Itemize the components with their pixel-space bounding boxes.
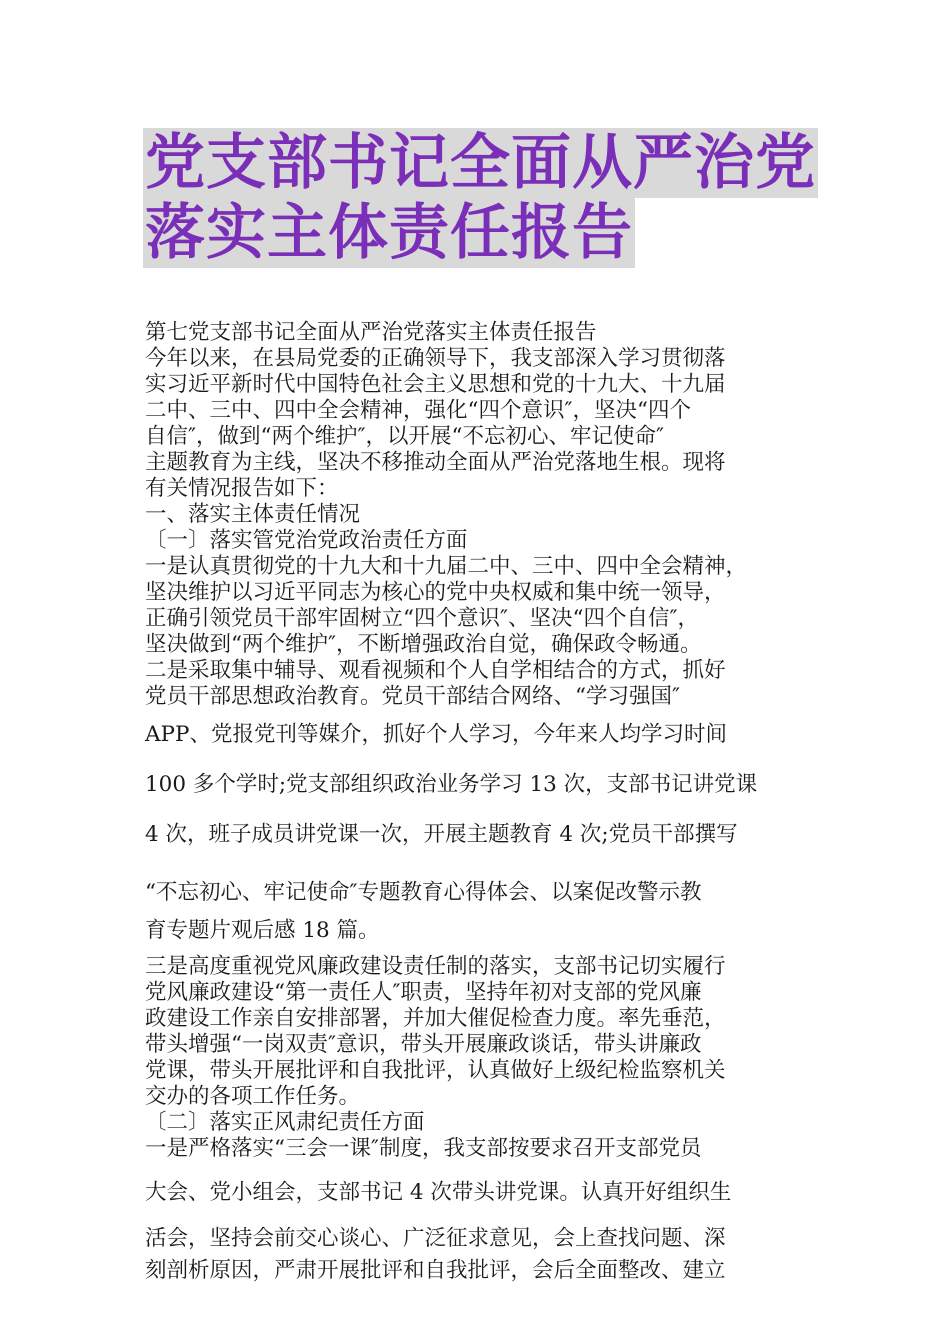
- paragraph-line: 有关情况报告如下：: [145, 476, 339, 501]
- title-line-2: 落实主体责任报告: [145, 198, 633, 268]
- paragraph-line: 坚决做到“两个维护″，不断增强政治自觉，确保政令畅通。: [145, 632, 702, 657]
- paragraph-line: 三是高度重视党风廉政建设责任制的落实，支部书记切实履行: [145, 954, 726, 979]
- subsection-heading: 〔二〕落实正风肃纪责任方面: [145, 1110, 425, 1135]
- paragraph-line: 二中、三中、四中全会精神，强化“四个意识″，坚决“四个: [145, 398, 692, 423]
- paragraph-line: 刻剖析原因，严肃开展批评和自我批评，会后全面整改、建立: [145, 1258, 726, 1283]
- paragraph-line: “不忘初心、牢记使命″专题教育心得体会、以案促改警示教: [145, 880, 702, 905]
- paragraph-line: APP、党报党刊等媒介，抓好个人学习，今年来人均学习时间: [145, 722, 727, 747]
- paragraph-line: 一是认真贯彻党的十九大和十九届二中、三中、四中全会精神，: [145, 554, 748, 579]
- paragraph-line: 带头增强“一岗双责″意识，带头开展廉政谈话，带头讲廉政: [145, 1032, 702, 1057]
- paragraph-line: 活会，坚持会前交心谈心、广泛征求意见，会上查找问题、深: [145, 1226, 726, 1251]
- section-heading: 一、落实主体责任情况: [145, 502, 361, 527]
- paragraph-line: 正确引领党员干部牢固树立“四个意识″、坚决“四个自信″，: [145, 606, 700, 631]
- paragraph-line: 实习近平新时代中国特色社会主义思想和党的十九大、十九届: [145, 372, 726, 397]
- document-body: [145, 320, 810, 1284]
- paragraph-line: 育专题片观后感 18 篇。: [145, 918, 380, 943]
- paragraph-line: 一是严格落实“三会一课″制度，我支部按要求召开支部党员: [145, 1136, 702, 1161]
- paragraph-line: 二是采取集中辅导、观看视频和个人自学相结合的方式，抓好: [145, 658, 726, 683]
- document-title: [143, 128, 823, 268]
- paragraph-line: 大会、党小组会，支部书记 4 次带头讲党课。认真开好组织生: [145, 1180, 732, 1205]
- paragraph-line: 政建设工作亲自安排部署，并加大催促检查力度。率先垂范，: [145, 1006, 726, 1031]
- paragraph-line: 4 次，班子成员讲党课一次，开展主题教育 4 次;党员干部撰写: [145, 822, 738, 847]
- paragraph-line: 交办的各项工作任务。: [145, 1084, 361, 1109]
- paragraph-line: 坚决维护以习近平同志为核心的党中央权威和集中统一领导，: [145, 580, 726, 605]
- title-line-1: 党支部书记全面从严治党: [145, 128, 816, 198]
- paragraph-line: 今年以来，在县局党委的正确领导下，我支部深入学习贯彻落: [145, 346, 726, 371]
- report-subtitle: 第七党支部书记全面从严治党落实主体责任报告: [145, 320, 597, 345]
- paragraph-line: 党员干部思想政治教育。党员干部结合网络、“学习强国″: [145, 684, 681, 709]
- paragraph-line: 党风廉政建设“第一责任人″职责，坚持年初对支部的党风廉: [145, 980, 702, 1005]
- subsection-heading: 〔一〕落实管党治党政治责任方面: [145, 528, 468, 553]
- paragraph-line: 自信″，做到“两个维护″，以开展“不忘初心、牢记使命″: [145, 424, 665, 449]
- paragraph-line: 党课，带头开展批评和自我批评，认真做好上级纪检监察机关: [145, 1058, 726, 1083]
- paragraph-line: 主题教育为主线，坚决不移推动全面从严治党落地生根。现将: [145, 450, 726, 475]
- paragraph-line: 100 多个学时;党支部组织政治业务学习 13 次，支部书记讲党课: [145, 772, 758, 797]
